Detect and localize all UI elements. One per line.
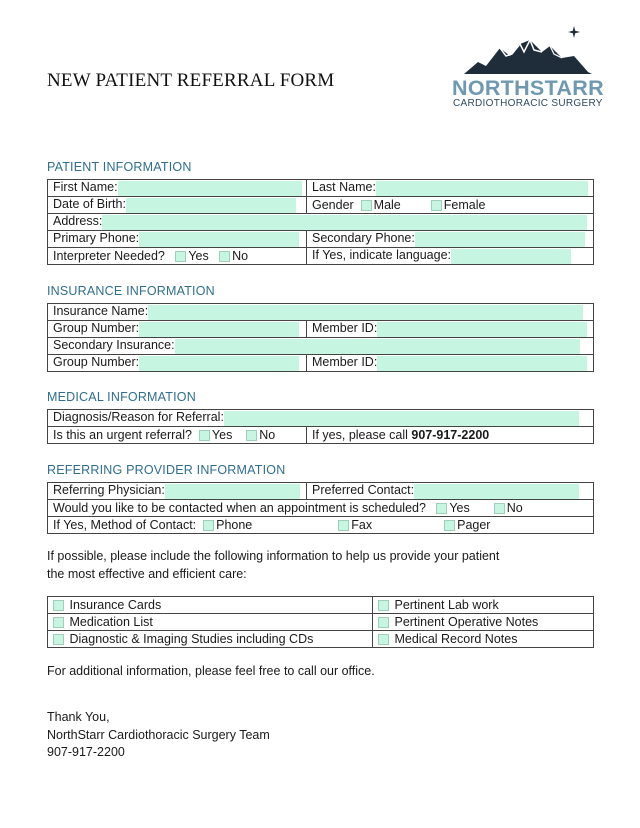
form-title: NEW PATIENT REFERRAL FORM	[47, 70, 335, 91]
preferred-contact-field[interactable]: Preferred Contact:	[307, 483, 594, 500]
logo-brand: NORTHSTARR	[452, 76, 604, 100]
include-instructions: If possible, please include the following information to help us provide your patient the most effective and efficient care:	[47, 549, 500, 581]
language-input[interactable]	[451, 249, 571, 264]
checklist-item[interactable]: Medical Record Notes	[373, 631, 594, 648]
secondary-phone-field[interactable]: Secondary Phone:	[307, 231, 594, 248]
section-medical-heading: MEDICAL INFORMATION	[47, 390, 196, 404]
imaging-studies-checkbox[interactable]	[53, 634, 64, 645]
insurance-table	[47, 303, 594, 372]
last-name-field[interactable]: Last Name:	[307, 180, 594, 197]
method-fax-checkbox[interactable]	[338, 520, 349, 531]
group-number-field[interactable]: Group Number:	[48, 321, 307, 338]
diagnosis-input[interactable]	[224, 411, 579, 426]
closing-phone: 907-917-2200	[47, 745, 125, 759]
interpreter-field: Interpreter Needed? Yes No	[48, 248, 307, 265]
insurance-cards-checkbox[interactable]	[53, 600, 64, 611]
insurance-name-input[interactable]	[148, 305, 583, 320]
closing-thanks: Thank You,	[47, 710, 110, 724]
primary-phone-input[interactable]	[139, 232, 299, 247]
medical-table	[47, 409, 594, 444]
lab-work-checkbox[interactable]	[378, 600, 389, 611]
checklist-item[interactable]: Medication List	[48, 614, 373, 631]
mountain-logo-icon	[464, 26, 594, 78]
member-id-field[interactable]: Member ID:	[307, 321, 594, 338]
last-name-input[interactable]	[376, 181, 588, 196]
closing-team: NorthStarr Cardiothoracic Surgery Team	[47, 727, 270, 742]
first-name-input[interactable]	[118, 181, 302, 196]
logo-subtitle: CARDIOTHORACIC SURGERY	[453, 98, 603, 109]
checklist-table	[47, 596, 594, 648]
group-number-input[interactable]	[139, 322, 299, 337]
member-id-input[interactable]	[377, 322, 587, 337]
gender-field: Gender Male Female	[307, 197, 594, 214]
secondary-phone-input[interactable]	[415, 232, 585, 247]
insurance-name-field[interactable]: Insurance Name:	[48, 304, 594, 321]
method-phone-checkbox[interactable]	[203, 520, 214, 531]
urgent-yes-checkbox[interactable]	[199, 430, 210, 441]
primary-phone-field[interactable]: Primary Phone:	[48, 231, 307, 248]
additional-info: For additional information, please feel free to call our office.	[47, 664, 375, 678]
physician-field[interactable]: Referring Physician:	[48, 483, 307, 500]
checklist-item[interactable]: Pertinent Operative Notes	[373, 614, 594, 631]
male-checkbox[interactable]	[361, 200, 372, 211]
dob-field[interactable]: Date of Birth:	[48, 197, 307, 214]
scheduled-yes-checkbox[interactable]	[436, 503, 447, 514]
provider-table	[47, 482, 594, 534]
first-name-field[interactable]: First Name:	[48, 180, 307, 197]
address-field[interactable]: Address:	[48, 214, 594, 231]
section-insurance-heading: INSURANCE INFORMATION	[47, 284, 215, 298]
member-id-2-input[interactable]	[377, 356, 587, 371]
checklist-item[interactable]: Pertinent Lab work	[373, 597, 594, 614]
medication-list-checkbox[interactable]	[53, 617, 64, 628]
address-input[interactable]	[102, 215, 587, 230]
method-pager-checkbox[interactable]	[444, 520, 455, 531]
dob-input[interactable]	[126, 198, 296, 213]
physician-input[interactable]	[165, 484, 300, 499]
female-checkbox[interactable]	[431, 200, 442, 211]
diagnosis-field[interactable]: Diagnosis/Reason for Referral:	[48, 410, 594, 427]
northstarr-logo	[448, 26, 613, 112]
record-notes-checkbox[interactable]	[378, 634, 389, 645]
section-patient-heading: PATIENT INFORMATION	[47, 160, 192, 174]
group-number-2-input[interactable]	[139, 356, 299, 371]
urgent-call-field: If yes, please call 907-917-2200	[307, 427, 594, 444]
contact-scheduled-field: Would you like to be contacted when an appointment is scheduled? Yes No	[48, 500, 594, 517]
secondary-insurance-field[interactable]: Secondary Insurance:	[48, 338, 594, 355]
language-field[interactable]: If Yes, indicate language:	[307, 248, 594, 265]
checklist-item[interactable]: Insurance Cards	[48, 597, 373, 614]
urgent-field: Is this an urgent referral? Yes No	[48, 427, 307, 444]
operative-notes-checkbox[interactable]	[378, 617, 389, 628]
group-number-2-field[interactable]: Group Number:	[48, 355, 307, 372]
checklist-item[interactable]: Diagnostic & Imaging Studies including CDs	[48, 631, 373, 648]
urgent-no-checkbox[interactable]	[246, 430, 257, 441]
interpreter-no-checkbox[interactable]	[219, 251, 230, 262]
urgent-phone: 907-917-2200	[411, 428, 490, 442]
interpreter-yes-checkbox[interactable]	[175, 251, 186, 262]
secondary-insurance-input[interactable]	[175, 339, 580, 354]
preferred-contact-input[interactable]	[414, 484, 579, 499]
scheduled-no-checkbox[interactable]	[494, 503, 505, 514]
closing-block	[47, 709, 270, 762]
member-id-2-field[interactable]: Member ID:	[307, 355, 594, 372]
patient-table	[47, 179, 594, 265]
contact-method-field: If Yes, Method of Contact: Phone Fax Pager	[48, 517, 594, 534]
section-provider-heading: REFERRING PROVIDER INFORMATION	[47, 463, 286, 477]
